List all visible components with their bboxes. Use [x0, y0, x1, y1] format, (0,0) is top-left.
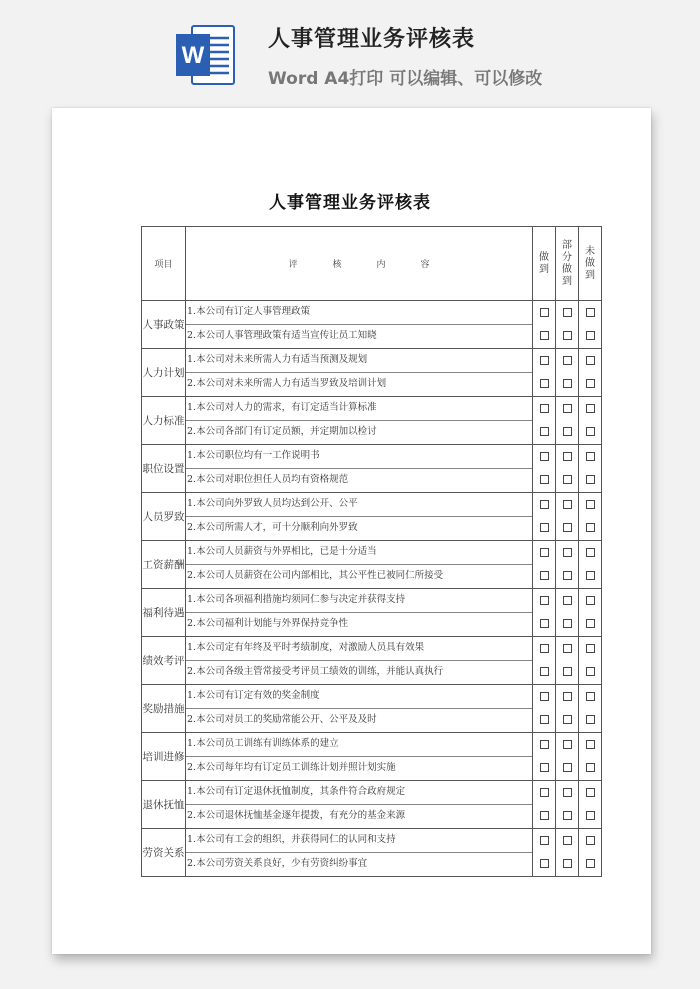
checkbox-not-done[interactable]: [586, 379, 595, 388]
table-row: [142, 445, 602, 493]
column-header-done: [533, 227, 556, 301]
checkbox-cell-not-done: [579, 493, 602, 541]
criterion-text: 1.本公司对人力的需求，有订定适当计算标准: [186, 397, 532, 421]
checkbox-wrapper: [556, 637, 578, 660]
checkbox-wrapper: [556, 612, 578, 635]
checkbox-wrapper: [533, 541, 555, 564]
row-content: [186, 589, 533, 637]
checkbox-partial[interactable]: [563, 308, 572, 317]
checkbox-wrapper: [533, 468, 555, 491]
row-content: [186, 349, 533, 397]
table-row: [142, 733, 602, 781]
checkbox-cell-done: [533, 301, 556, 349]
checkbox-wrapper: [579, 685, 601, 708]
checkbox-partial[interactable]: [563, 523, 572, 532]
criterion-text: 1.本公司各项福利措施均须同仁参与决定并获得支持: [186, 589, 532, 613]
evaluation-table: [141, 226, 602, 877]
checkbox-partial[interactable]: [563, 404, 572, 413]
checkbox-wrapper: [533, 324, 555, 347]
checkbox-partial[interactable]: [563, 596, 572, 605]
checkbox-wrapper: [533, 685, 555, 708]
checkbox-done[interactable]: [540, 379, 549, 388]
table-row: [142, 829, 602, 877]
checkbox-wrapper: [579, 397, 601, 420]
checkbox-wrapper: [579, 564, 601, 587]
checkbox-wrapper: [556, 685, 578, 708]
header-char: 部: [562, 239, 572, 251]
checkbox-done[interactable]: [540, 596, 549, 605]
checkbox-done[interactable]: [540, 788, 549, 797]
checkbox-partial[interactable]: [563, 331, 572, 340]
checkbox-not-done[interactable]: [586, 356, 595, 365]
content-header-char: 核: [332, 260, 342, 270]
row-content: [186, 781, 533, 829]
row-content: [186, 301, 533, 349]
checkbox-cell-done: [533, 685, 556, 733]
checkbox-wrapper: [579, 493, 601, 516]
checkbox-not-done[interactable]: [586, 571, 595, 580]
checkbox-cell-partial: [556, 493, 579, 541]
criterion-text: 2.本公司福利计划能与外界保持竞争性: [187, 618, 349, 629]
checkbox-wrapper: [556, 516, 578, 539]
checkbox-not-done[interactable]: [586, 836, 595, 845]
checkbox-wrapper: [556, 852, 578, 875]
checkbox-cell-partial: [556, 589, 579, 637]
checkbox-wrapper: [556, 301, 578, 324]
row-content: [186, 733, 533, 781]
checkbox-partial[interactable]: [563, 788, 572, 797]
checkbox-wrapper: [533, 420, 555, 443]
checkbox-wrapper: [579, 372, 601, 395]
table-header-row: [142, 227, 602, 301]
checkbox-wrapper: [556, 781, 578, 804]
criterion-text: 2.本公司劳资关系良好，少有劳资纠纷事宜: [187, 858, 368, 869]
checkbox-cell-partial: [556, 301, 579, 349]
checkbox-not-done[interactable]: [586, 859, 595, 868]
row-content: [186, 445, 533, 493]
row-item-label: 奖励措施: [142, 685, 186, 733]
checkbox-not-done[interactable]: [586, 692, 595, 701]
checkbox-wrapper: [556, 589, 578, 612]
header-char: 做: [539, 251, 549, 263]
checkbox-wrapper: [533, 589, 555, 612]
row-content: [186, 637, 533, 685]
word-document-icon: [176, 24, 236, 86]
table-row: [142, 493, 602, 541]
table-row: [142, 397, 602, 445]
criterion-text: 1.本公司定有年终及平时考绩制度，对激励人员具有效果: [186, 637, 532, 661]
checkbox-done[interactable]: [540, 427, 549, 436]
checkbox-wrapper: [556, 660, 578, 683]
checkbox-cell-not-done: [579, 589, 602, 637]
checkbox-wrapper: [556, 829, 578, 852]
checkbox-wrapper: [579, 541, 601, 564]
checkbox-partial[interactable]: [563, 571, 572, 580]
row-item-label: 人力计划: [142, 349, 186, 397]
checkbox-wrapper: [533, 397, 555, 420]
checkbox-done[interactable]: [540, 692, 549, 701]
checkbox-wrapper: [579, 420, 601, 443]
checkbox-done[interactable]: [540, 763, 549, 772]
checkbox-partial[interactable]: [563, 667, 572, 676]
checkbox-wrapper: [579, 324, 601, 347]
checkbox-wrapper: [556, 564, 578, 587]
table-row: [142, 637, 602, 685]
header-title: 人事管理业务评核表: [268, 27, 476, 52]
criterion-text: 2.本公司人事管理政策有适当宣传让员工知晓: [187, 330, 377, 341]
checkbox-partial[interactable]: [563, 859, 572, 868]
column-header-item: 项目: [142, 227, 186, 301]
checkbox-partial[interactable]: [563, 379, 572, 388]
checkbox-partial[interactable]: [563, 692, 572, 701]
word-icon-letter: W: [181, 42, 205, 69]
criterion-text: 1.本公司向外罗致人员均达到公开、公平: [186, 493, 532, 517]
checkbox-not-done[interactable]: [586, 644, 595, 653]
checkbox-wrapper: [533, 612, 555, 635]
checkbox-wrapper: [533, 564, 555, 587]
table-body: [142, 301, 602, 877]
checkbox-partial[interactable]: [563, 452, 572, 461]
checkbox-done[interactable]: [540, 740, 549, 749]
content-header-char: 内: [376, 260, 386, 270]
checkbox-not-done[interactable]: [586, 308, 595, 317]
checkbox-cell-done: [533, 589, 556, 637]
checkbox-cell-not-done: [579, 445, 602, 493]
header-char: 做: [562, 263, 572, 275]
checkbox-done[interactable]: [540, 475, 549, 484]
criterion-text: 1.本公司对未来所需人力有适当预测及规划: [186, 349, 532, 373]
content-header-char: 评: [288, 260, 298, 270]
column-header-partial: [556, 227, 579, 301]
table-row: [142, 541, 602, 589]
criterion-text: 2.本公司对员工的奖励常能公开、公平及及时: [187, 714, 377, 725]
checkbox-cell-done: [533, 829, 556, 877]
criterion-text: 1.本公司有订定人事管理政策: [186, 301, 532, 325]
checkbox-not-done[interactable]: [586, 427, 595, 436]
checkbox-wrapper: [533, 349, 555, 372]
checkbox-cell-partial: [556, 541, 579, 589]
checkbox-wrapper: [556, 804, 578, 827]
checkbox-not-done[interactable]: [586, 500, 595, 509]
checkbox-wrapper: [556, 397, 578, 420]
checkbox-cell-partial: [556, 733, 579, 781]
table-row: [142, 301, 602, 349]
checkbox-cell-done: [533, 733, 556, 781]
checkbox-wrapper: [579, 468, 601, 491]
checkbox-not-done[interactable]: [586, 523, 595, 532]
checkbox-cell-not-done: [579, 733, 602, 781]
checkbox-wrapper: [533, 733, 555, 756]
checkbox-wrapper: [533, 301, 555, 324]
checkbox-cell-not-done: [579, 637, 602, 685]
checkbox-done[interactable]: [540, 452, 549, 461]
criterion-text: 1.本公司职位均有一工作说明书: [186, 445, 532, 469]
checkbox-cell-partial: [556, 637, 579, 685]
criterion-text: 1.本公司有工会的组织，并获得同仁的认同和支持: [186, 829, 532, 853]
checkbox-partial[interactable]: [563, 644, 572, 653]
checkbox-not-done[interactable]: [586, 404, 595, 413]
checkbox-wrapper: [533, 372, 555, 395]
page-header: [0, 0, 700, 105]
checkbox-wrapper: [579, 445, 601, 468]
checkbox-wrapper: [579, 781, 601, 804]
checkbox-cell-not-done: [579, 685, 602, 733]
checkbox-done[interactable]: [540, 667, 549, 676]
checkbox-not-done[interactable]: [586, 596, 595, 605]
checkbox-partial[interactable]: [563, 548, 572, 557]
table-row: [142, 685, 602, 733]
row-content: [186, 493, 533, 541]
checkbox-wrapper: [556, 541, 578, 564]
checkbox-done[interactable]: [540, 811, 549, 820]
checkbox-wrapper: [556, 372, 578, 395]
checkbox-done[interactable]: [540, 404, 549, 413]
checkbox-cell-partial: [556, 349, 579, 397]
checkbox-wrapper: [579, 660, 601, 683]
checkbox-not-done[interactable]: [586, 788, 595, 797]
column-header-not-done: [579, 227, 602, 301]
checkbox-wrapper: [533, 516, 555, 539]
checkbox-wrapper: [579, 612, 601, 635]
checkbox-cell-partial: [556, 829, 579, 877]
checkbox-wrapper: [579, 301, 601, 324]
checkbox-not-done[interactable]: [586, 331, 595, 340]
checkbox-partial[interactable]: [563, 811, 572, 820]
checkbox-wrapper: [533, 756, 555, 779]
checkbox-cell-done: [533, 637, 556, 685]
criterion-text: 2.本公司所需人才，可十分顺利向外罗致: [187, 522, 358, 533]
checkbox-cell-done: [533, 493, 556, 541]
checkbox-cell-done: [533, 541, 556, 589]
header-char: 到: [585, 269, 595, 281]
row-item-label: 福利待遇: [142, 589, 186, 637]
checkbox-wrapper: [579, 804, 601, 827]
row-item-label: 人力标准: [142, 397, 186, 445]
checkbox-not-done[interactable]: [586, 811, 595, 820]
checkbox-cell-partial: [556, 781, 579, 829]
checkbox-cell-done: [533, 781, 556, 829]
table-row: [142, 349, 602, 397]
checkbox-partial[interactable]: [563, 427, 572, 436]
checkbox-wrapper: [533, 852, 555, 875]
table-row: [142, 589, 602, 637]
checkbox-done[interactable]: [540, 836, 549, 845]
checkbox-wrapper: [556, 708, 578, 731]
checkbox-wrapper: [579, 852, 601, 875]
row-content: [186, 685, 533, 733]
header-char: 未: [585, 245, 595, 257]
checkbox-wrapper: [533, 637, 555, 660]
row-content: [186, 397, 533, 445]
checkbox-done[interactable]: [540, 619, 549, 628]
criterion-text: 2.本公司人员薪资在公司内部相比，其公平性已被同仁所接受: [187, 570, 444, 581]
checkbox-done[interactable]: [540, 548, 549, 557]
checkbox-partial[interactable]: [563, 715, 572, 724]
checkbox-wrapper: [556, 349, 578, 372]
checkbox-wrapper: [579, 756, 601, 779]
row-content: [186, 829, 533, 877]
checkbox-not-done[interactable]: [586, 475, 595, 484]
checkbox-cell-partial: [556, 685, 579, 733]
checkbox-wrapper: [533, 781, 555, 804]
header-char: 分: [562, 251, 572, 263]
checkbox-wrapper: [579, 708, 601, 731]
checkbox-wrapper: [556, 324, 578, 347]
checkbox-wrapper: [579, 733, 601, 756]
checkbox-wrapper: [556, 756, 578, 779]
checkbox-cell-not-done: [579, 541, 602, 589]
checkbox-not-done[interactable]: [586, 763, 595, 772]
checkbox-not-done[interactable]: [586, 715, 595, 724]
column-header-content: [186, 227, 533, 301]
checkbox-cell-not-done: [579, 301, 602, 349]
checkbox-wrapper: [533, 804, 555, 827]
header-char: 到: [562, 275, 572, 287]
checkbox-done[interactable]: [540, 356, 549, 365]
row-content: [186, 541, 533, 589]
checkbox-wrapper: [533, 660, 555, 683]
checkbox-not-done[interactable]: [586, 548, 595, 557]
header-subtitle: Word A4打印 可以编辑、可以修改: [268, 69, 543, 89]
document-title: 人事管理业务评核表: [269, 193, 431, 213]
checkbox-not-done[interactable]: [586, 740, 595, 749]
header-char: 到: [539, 263, 549, 275]
checkbox-partial[interactable]: [563, 500, 572, 509]
checkbox-cell-done: [533, 445, 556, 493]
checkbox-cell-partial: [556, 397, 579, 445]
row-item-label: 人员罗致: [142, 493, 186, 541]
row-item-label: 人事政策: [142, 301, 186, 349]
row-item-label: 劳资关系: [142, 829, 186, 877]
criterion-text: 1.本公司员工训练有训练体系的建立: [186, 733, 532, 757]
checkbox-done[interactable]: [540, 523, 549, 532]
checkbox-wrapper: [556, 445, 578, 468]
checkbox-wrapper: [533, 829, 555, 852]
checkbox-cell-not-done: [579, 781, 602, 829]
criterion-text: 2.本公司退休抚恤基金逐年提拨，有充分的基金来源: [187, 810, 406, 821]
table-row: [142, 781, 602, 829]
checkbox-cell-partial: [556, 445, 579, 493]
checkbox-partial[interactable]: [563, 619, 572, 628]
checkbox-done[interactable]: [540, 715, 549, 724]
criterion-text: 2.本公司各部门有订定员额，并定期加以检讨: [187, 426, 377, 437]
checkbox-wrapper: [579, 829, 601, 852]
checkbox-cell-not-done: [579, 349, 602, 397]
content-header-char: 容: [420, 260, 430, 270]
checkbox-done[interactable]: [540, 859, 549, 868]
row-item-label: 退休抚恤: [142, 781, 186, 829]
checkbox-wrapper: [556, 493, 578, 516]
criterion-text: 1.本公司有订定退休抚恤制度，其条件符合政府规定: [186, 781, 532, 805]
criterion-text: 2.本公司对未来所需人力有适当罗致及培训计划: [187, 378, 387, 389]
checkbox-wrapper: [556, 420, 578, 443]
row-item-label: 职位设置: [142, 445, 186, 493]
checkbox-wrapper: [533, 708, 555, 731]
row-item-label: 绩效考评: [142, 637, 186, 685]
checkbox-partial[interactable]: [563, 740, 572, 749]
header-char: 做: [585, 257, 595, 269]
checkbox-done[interactable]: [540, 331, 549, 340]
checkbox-cell-done: [533, 349, 556, 397]
checkbox-partial[interactable]: [563, 356, 572, 365]
checkbox-done[interactable]: [540, 308, 549, 317]
checkbox-cell-done: [533, 397, 556, 445]
checkbox-not-done[interactable]: [586, 452, 595, 461]
checkbox-not-done[interactable]: [586, 619, 595, 628]
checkbox-wrapper: [533, 493, 555, 516]
criterion-text: 2.本公司对职位担任人员均有资格规范: [187, 474, 349, 485]
criterion-text: 2.本公司每年均有订定员工训练计划并照计划实施: [187, 762, 396, 773]
checkbox-wrapper: [579, 637, 601, 660]
checkbox-wrapper: [556, 468, 578, 491]
row-item-label: 工资薪酬: [142, 541, 186, 589]
row-item-label: 培训进修: [142, 733, 186, 781]
checkbox-partial[interactable]: [563, 475, 572, 484]
checkbox-done[interactable]: [540, 571, 549, 580]
checkbox-cell-not-done: [579, 829, 602, 877]
checkbox-done[interactable]: [540, 644, 549, 653]
checkbox-not-done[interactable]: [586, 667, 595, 676]
criterion-text: 2.本公司各级主管常接受考评员工绩效的训练，并能认真执行: [187, 666, 444, 677]
checkbox-partial[interactable]: [563, 763, 572, 772]
criterion-text: 1.本公司人员薪资与外界相比，已是十分适当: [186, 541, 532, 565]
checkbox-wrapper: [579, 589, 601, 612]
checkbox-wrapper: [579, 516, 601, 539]
checkbox-cell-not-done: [579, 397, 602, 445]
checkbox-wrapper: [556, 733, 578, 756]
criterion-text: 1.本公司有订定有效的奖金制度: [186, 685, 532, 709]
checkbox-wrapper: [579, 349, 601, 372]
checkbox-done[interactable]: [540, 500, 549, 509]
checkbox-partial[interactable]: [563, 836, 572, 845]
checkbox-wrapper: [533, 445, 555, 468]
